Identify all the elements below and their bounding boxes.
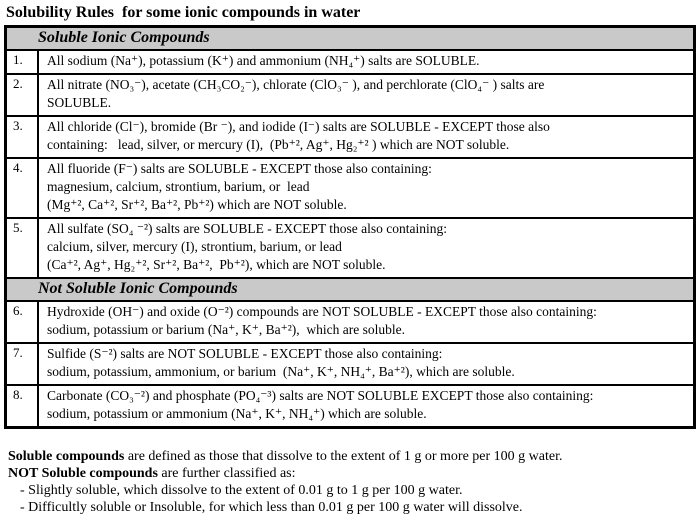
page-title: Solubility Rules for some ionic compounds in water: [6, 4, 361, 21]
footnotes: [8, 448, 696, 516]
rule-number: 4.: [7, 159, 39, 217]
rule-text: [39, 51, 693, 73]
rule-text: [39, 75, 693, 115]
footnote-text: - Difficultly soluble or Insoluble, for which less than 0.01 g per 100 g water will dissolve.: [20, 500, 523, 515]
rule-line: All fluoride (F⁻) salts are SOLUBLE - EXCEPT those also containing:: [47, 161, 432, 176]
rule-line: sodium, potassium or ammonium (Na⁺, K⁺, NH₄⁺) which are soluble.: [47, 406, 427, 421]
rule-line: sodium, potassium or barium (Na⁺, K⁺, Ba⁺²), which are soluble.: [47, 322, 405, 337]
rule-row-1: [7, 51, 693, 73]
rule-line: Sulfide (S⁻²) salts are NOT SOLUBLE - EXCEPT those also containing:: [47, 346, 443, 361]
section-header-soluble: Soluble Ionic Compounds: [7, 28, 693, 51]
rule-number: 2.: [7, 75, 39, 115]
rule-line: (Mg⁺², Ca⁺², Sr⁺², Ba⁺², Pb⁺²) which are NOT soluble.: [47, 197, 347, 212]
rule-line: All sodium (Na⁺), potassium (K⁺) and ammonium (NH₄⁺) salts are SOLUBLE.: [47, 53, 480, 68]
rule-text: [39, 159, 693, 217]
rule-text: [39, 117, 693, 157]
rule-text: [39, 344, 693, 384]
footnote-soluble-definition: [8, 448, 696, 465]
footnote-slightly-soluble: [8, 482, 696, 499]
rule-line: (Ca⁺², Ag⁺, Hg₂⁺², Sr⁺², Ba⁺², Pb⁺²), which are NOT soluble.: [47, 257, 386, 272]
section-header-not-soluble: Not Soluble Ionic Compounds: [7, 277, 693, 302]
rule-text: [39, 219, 693, 277]
rule-row-3: [7, 115, 693, 157]
rule-row-5: [7, 217, 693, 277]
rule-number: 1.: [7, 51, 39, 73]
footnote-text: are further classified as:: [157, 466, 296, 481]
footnote-bold-label: NOT Soluble compounds: [8, 466, 158, 481]
rule-row-6: [7, 302, 693, 342]
rule-line: calcium, silver, mercury (I), strontium, barium, or lead: [47, 239, 342, 254]
footnote-not-soluble-definition: [8, 465, 696, 482]
rule-row-4: [7, 157, 693, 217]
rule-text: [39, 302, 693, 342]
rule-number: 6.: [7, 302, 39, 342]
rule-row-2: [7, 73, 693, 115]
rule-number: 7.: [7, 344, 39, 384]
rule-line: sodium, potassium, ammonium, or barium (Na⁺, K⁺, NH₄⁺, Ba⁺²), which are soluble.: [47, 364, 515, 379]
rule-line: All chloride (Cl⁻), bromide (Br ⁻), and iodide (I⁻) salts are SOLUBLE - EXCEPT those also: [47, 119, 550, 134]
footnote-text: are defined as those that dissolve to the extent of 1 g or more per 100 g water.: [124, 449, 563, 464]
footnote-bold-label: Soluble compounds: [8, 449, 125, 464]
rule-line: All sulfate (SO₄ ⁻²) salts are SOLUBLE - EXCEPT those also containing:: [47, 221, 447, 236]
rule-line: containing: lead, silver, or mercury (I), (Pb⁺², Ag⁺, Hg₂⁺² ) which are NOT soluble.: [47, 137, 510, 152]
rule-text: [39, 386, 693, 426]
rule-number: 8.: [7, 386, 39, 426]
rule-number: 3.: [7, 117, 39, 157]
rule-number: 5.: [7, 219, 39, 277]
rule-row-8: [7, 384, 693, 426]
solubility-rules-table: [4, 25, 696, 429]
footnote-difficultly-soluble: [8, 499, 696, 516]
footnote-text: - Slightly soluble, which dissolve to the extent of 0.01 g to 1 g per 100 g water.: [20, 483, 463, 498]
rule-row-7: [7, 342, 693, 384]
rule-line: All nitrate (NO₃⁻), acetate (CH₃CO₂⁻), chlorate (ClO₃⁻ ), and perchlorate (ClO₄⁻ ) salts are: [47, 77, 545, 92]
rule-line: Carbonate (CO₃⁻²) and phosphate (PO₄⁻³) salts are NOT SOLUBLE EXCEPT those also containing:: [47, 388, 594, 403]
rule-line: Hydroxide (OH⁻) and oxide (O⁻²) compounds are NOT SOLUBLE - EXCEPT those also containing:: [47, 304, 597, 319]
rule-line: SOLUBLE.: [47, 95, 112, 110]
rule-line: magnesium, calcium, strontium, barium, or lead: [47, 179, 310, 194]
